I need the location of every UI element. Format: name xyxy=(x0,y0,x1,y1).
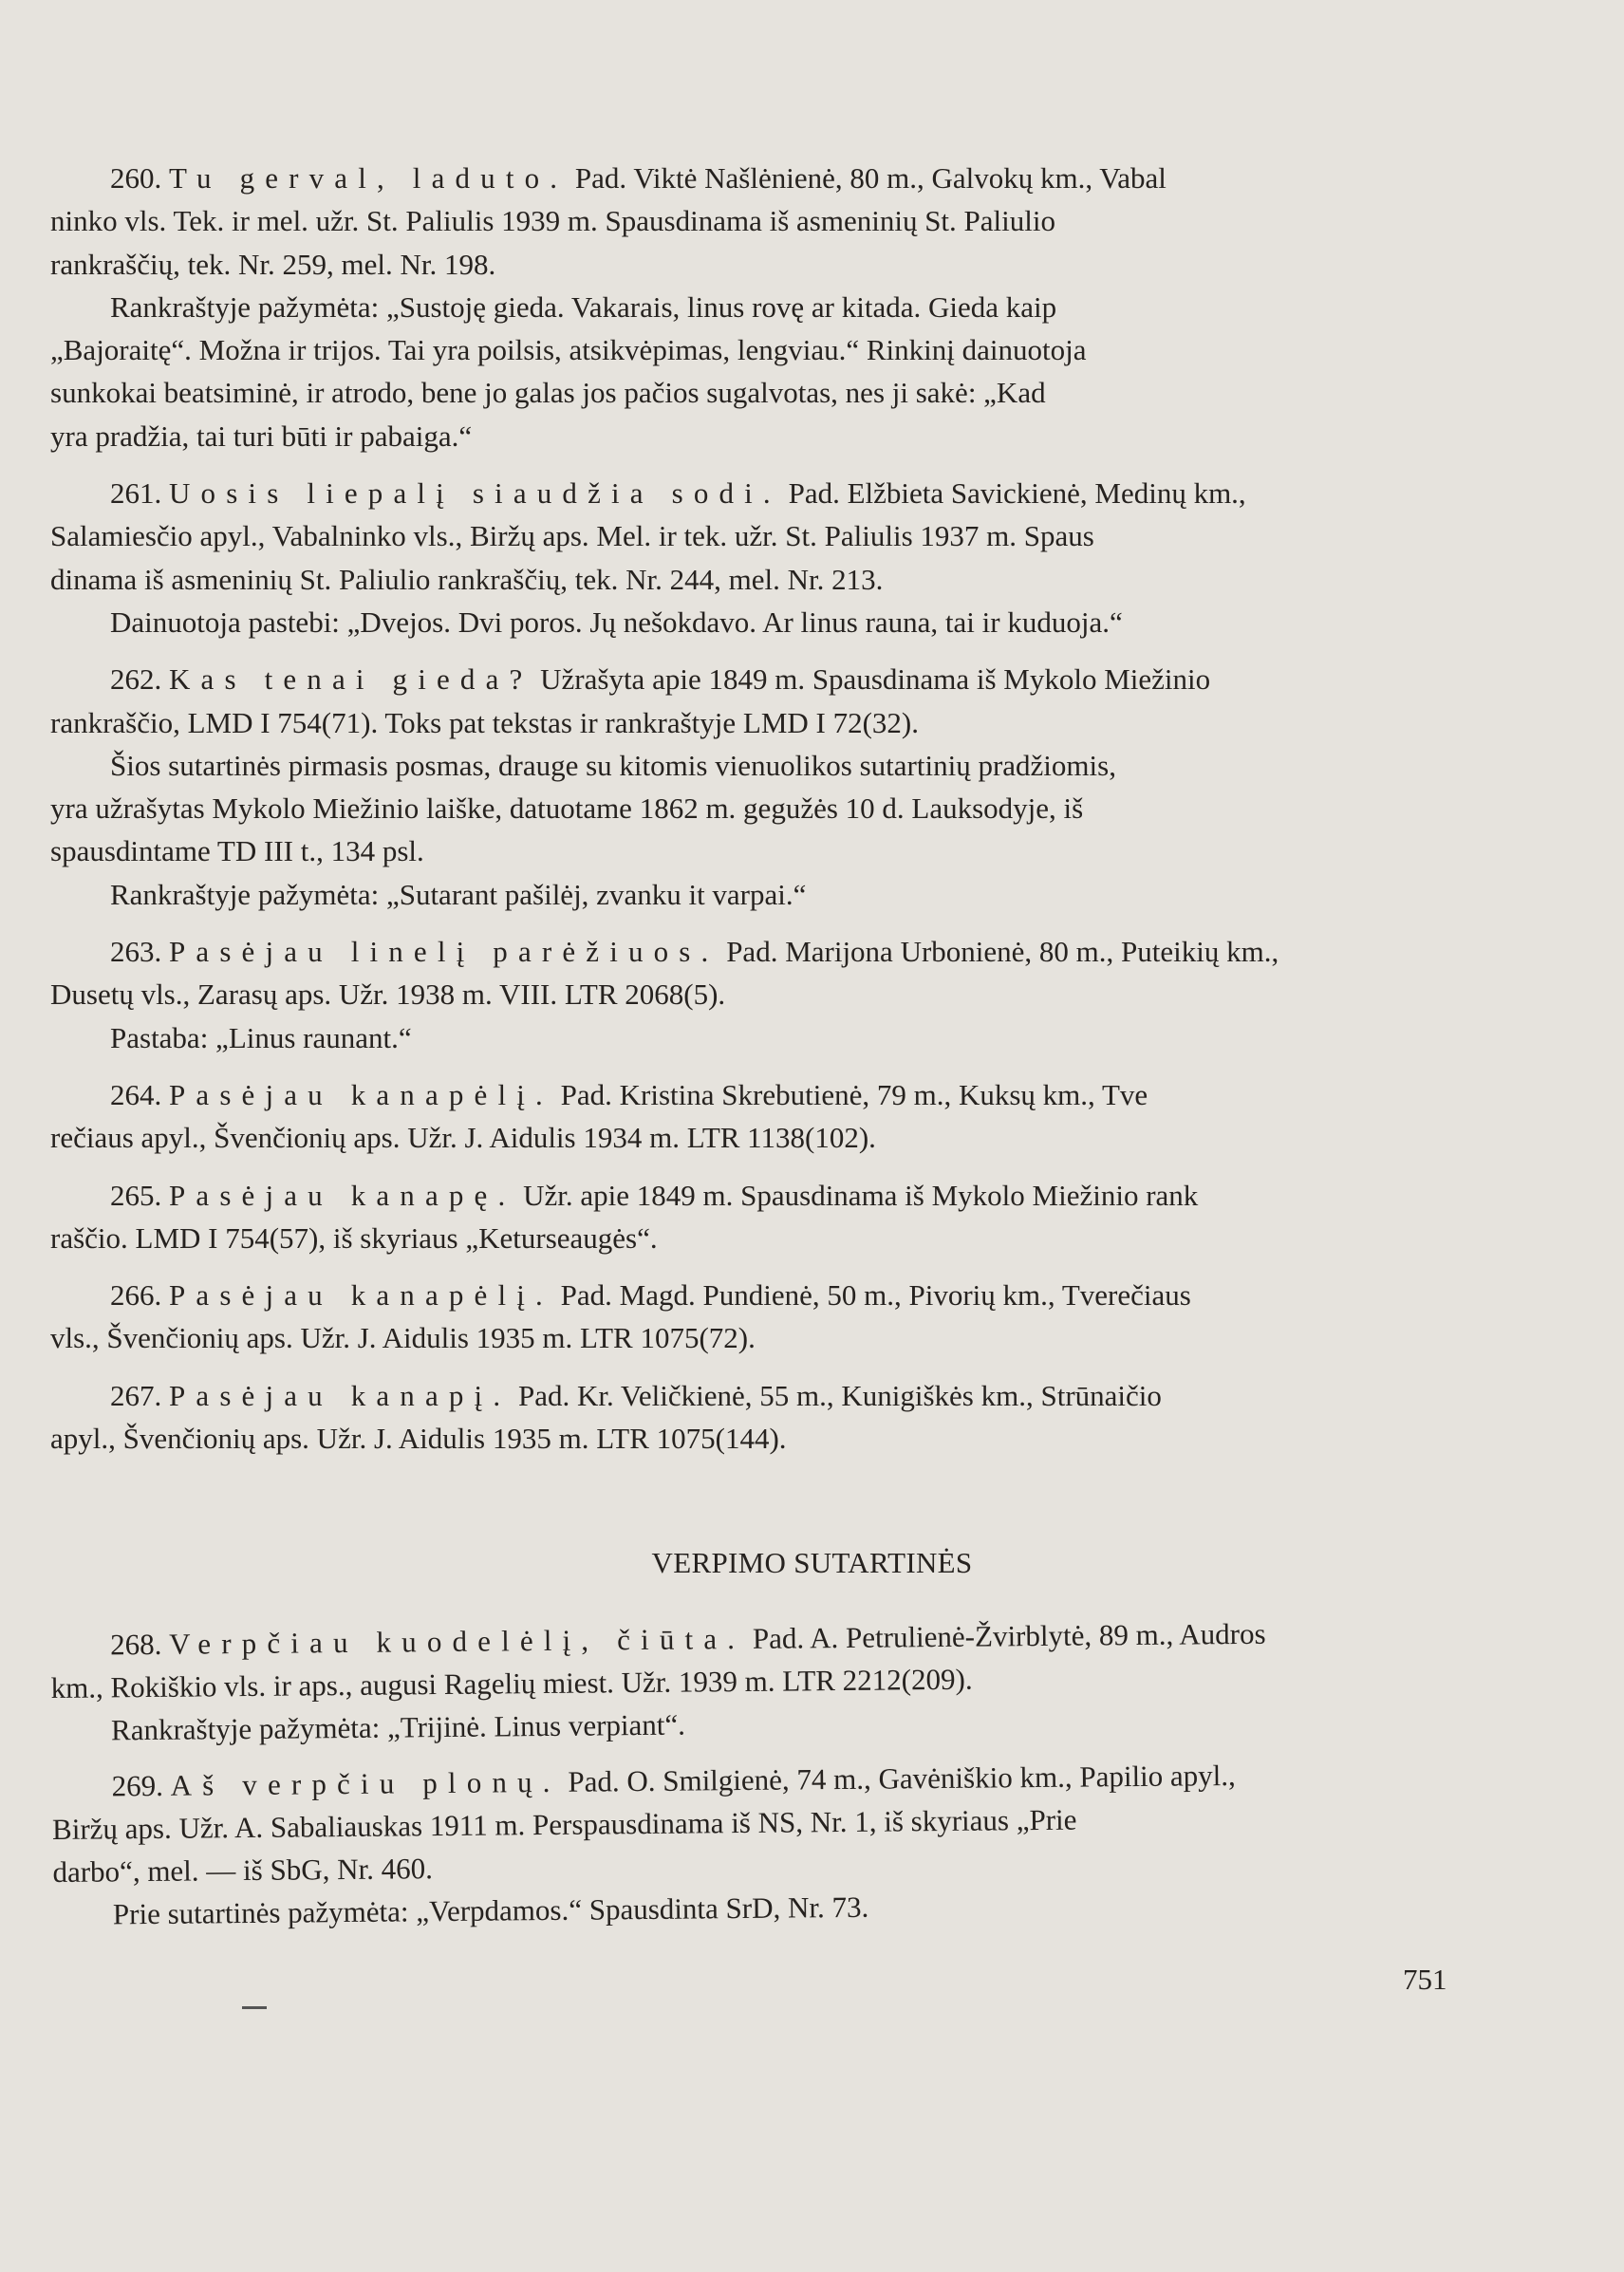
entry-header xyxy=(50,472,1448,514)
entry-number: 266. xyxy=(110,1278,162,1313)
song-incipit: Pasėjau kanapę. xyxy=(169,1178,516,1212)
entry-line: Salamiesčio apyl., Vabalninko vls., Biržų aps. Mel. ir tek. užr. St. Paliulis 1937 m. Spaus xyxy=(50,519,1094,553)
entry-first-line: Pad. Viktė Našlėnienė, 80 m., Galvokų km., Vabal xyxy=(568,161,1167,195)
entry-header xyxy=(50,1174,1448,1217)
entry-first-line: Pad. A. Petrulienė-Žvirblytė, 89 m., Audros xyxy=(744,1616,1266,1655)
entry-number: 267. xyxy=(110,1378,162,1412)
entry-first-line: Pad. Elžbieta Savickienė, Medinų km., xyxy=(780,476,1246,511)
entry-note-line: Prie sutartinės pažymėta: „Verpdamos.“ Spausdinta SrD, Nr. 73. xyxy=(112,1890,869,1931)
entry-note-line: Dainuotoja pastebi: „Dvejos. Dvi poros. Jų nešokdavo. Ar linus rauna, tai ir kuduoja.“ xyxy=(110,605,1123,639)
entry-header xyxy=(50,1374,1448,1417)
entry-264 xyxy=(50,1073,1448,1160)
entry-header xyxy=(50,1073,1448,1116)
entry-first-line: Užr. apie 1849 m. Spausdinama iš Mykolo Miežinio rank xyxy=(515,1178,1199,1212)
entry-line: rečiaus apyl., Švenčionių aps. Užr. J. Aidulis 1934 m. LTR 1138(102). xyxy=(50,1121,876,1155)
entry-number: 262. xyxy=(110,662,162,697)
song-incipit: Tu gerval, laduto. xyxy=(169,161,569,195)
entry-line: km., Rokiškio vls. ir aps., augusi Ragelių miest. Užr. 1939 m. LTR 2212(209). xyxy=(50,1662,973,1704)
entry-line: Biržų aps. Užr. A. Sabaliauskas 1911 m. Perspausdinama iš NS, Nr. 1, iš skyriaus „Prie xyxy=(51,1802,1077,1847)
section-entries-block xyxy=(50,1611,1451,1937)
entry-header xyxy=(50,1274,1448,1316)
entry-263 xyxy=(50,930,1448,1059)
song-incipit: Pasėjau linelį parėžiuos. xyxy=(169,935,719,969)
entry-268 xyxy=(50,1611,1449,1753)
entry-line: rankraščių, tek. Nr. 259, mel. Nr. 198. xyxy=(50,247,496,281)
song-incipit: Uosis liepalį siaudžia sodi. xyxy=(169,476,781,511)
entry-first-line: Pad. O. Smilgienė, 74 m., Gavėniškio km., Papilio apyl., xyxy=(560,1759,1236,1799)
entry-line: Dusetų vls., Zarasų aps. Užr. 1938 m. VIII. LTR 2068(5). xyxy=(50,978,726,1012)
entry-261 xyxy=(50,472,1448,643)
entry-line: raščio. LMD I 754(57), iš skyriaus „Keturseaugės“. xyxy=(50,1220,658,1255)
entry-number: 264. xyxy=(110,1077,162,1111)
entry-number: 269. xyxy=(111,1769,164,1803)
entry-header xyxy=(50,658,1448,700)
print-mark xyxy=(242,2006,267,2009)
entry-first-line: Pad. Marijona Urbonienė, 80 m., Puteikių km., xyxy=(719,935,1279,969)
entry-260 xyxy=(50,157,1448,457)
entry-number: 265. xyxy=(110,1178,162,1212)
entry-number: 261. xyxy=(110,476,162,511)
page-number: 751 xyxy=(1403,1963,1447,1996)
entry-note-line: spausdintame TD III t., 134 psl. xyxy=(50,834,424,868)
entry-note-line: Rankraštyje pažymėta: „Trijinė. Linus verpiant“. xyxy=(110,1707,686,1746)
entry-number: 260. xyxy=(110,161,162,195)
entry-line: rankraščio, LMD I 754(71). Toks pat tekstas ir rankraštyje LMD I 72(32). xyxy=(50,705,919,739)
entry-line: apyl., Švenčionių aps. Užr. J. Aidulis 1935 m. LTR 1075(144). xyxy=(50,1422,787,1456)
song-incipit: Pasėjau kanapį. xyxy=(169,1378,512,1412)
entry-number: 268. xyxy=(110,1627,162,1662)
section-heading: VERPIMO SUTARTINĖS xyxy=(651,1546,973,1579)
song-incipit: Aš verpčiu plonų. xyxy=(170,1765,561,1803)
entries-block xyxy=(50,157,1448,1460)
entry-265 xyxy=(50,1174,1448,1260)
entry-269 xyxy=(51,1753,1451,1936)
entry-line: vls., Švenčionių aps. Užr. J. Aidulis 1935 m. LTR 1075(72). xyxy=(50,1321,756,1355)
entry-note-line: yra užrašytas Mykolo Miežinio laiške, datuotame 1862 m. gegužės 10 d. Lauksodyje, iš xyxy=(50,791,1084,826)
song-incipit: Pasėjau kanapėlį. xyxy=(169,1077,553,1111)
entry-line: ninko vls. Tek. ir mel. užr. St. Paliulis 1939 m. Spausdinama iš asmeninių St. Paliulio xyxy=(50,204,1055,238)
song-incipit: Kas tenai gieda? xyxy=(169,662,533,697)
entry-first-line: Pad. Magd. Pundienė, 50 m., Pivorių km., Tverečiaus xyxy=(552,1278,1191,1313)
entry-note-line: Pastaba: „Linus raunant.“ xyxy=(110,1020,412,1054)
entry-note-line: Rankraštyje pažymėta: „Sustoję gieda. Vakarais, linus rovę ar kitada. Gieda kaip xyxy=(110,289,1057,324)
entry-266 xyxy=(50,1274,1448,1360)
song-incipit: Verpčiau kuodelėlį, čiūta. xyxy=(169,1621,746,1661)
entry-number: 263. xyxy=(110,935,162,969)
entry-note-line: sunkokai beatsiminė, ir atrodo, bene jo galas jos pačios sugalvotas, nes ji sakė: „Kad xyxy=(50,376,1046,410)
entry-first-line: Pad. Kristina Skrebutienė, 79 m., Kuksų km., Tve xyxy=(552,1077,1148,1111)
song-incipit: Pasėjau kanapėlį. xyxy=(169,1278,553,1313)
entry-note-line: yra pradžia, tai turi būti ir pabaiga.“ xyxy=(50,419,473,453)
entry-note-line: Šios sutartinės pirmasis posmas, drauge su kitomis vienuolikos sutartinių pradžiomis, xyxy=(110,748,1116,782)
entry-line: darbo“, mel. — iš SbG, Nr. 460. xyxy=(52,1852,434,1889)
entry-first-line: Pad. Kr. Veličkienė, 55 m., Kunigiškės km., Strūnaičio xyxy=(511,1378,1162,1412)
entry-note-line: Rankraštyje pažymėta: „Sutarant pašilėj, zvanku it varpai.“ xyxy=(110,877,807,911)
entry-267 xyxy=(50,1374,1448,1461)
entry-note-line: „Bajoraitę“. Možna ir trijos. Tai yra poilsis, atsikvėpimas, lengviau.“ Rinkinį dainuotoja xyxy=(50,333,1087,367)
entry-header xyxy=(50,930,1448,973)
entry-first-line: Užrašyta apie 1849 m. Spausdinama iš Mykolo Miežinio xyxy=(532,662,1211,697)
entry-262 xyxy=(50,658,1448,916)
entry-line: dinama iš asmeninių St. Paliulio rankraščių, tek. Nr. 244, mel. Nr. 213. xyxy=(50,562,884,596)
entry-header xyxy=(50,157,1448,199)
